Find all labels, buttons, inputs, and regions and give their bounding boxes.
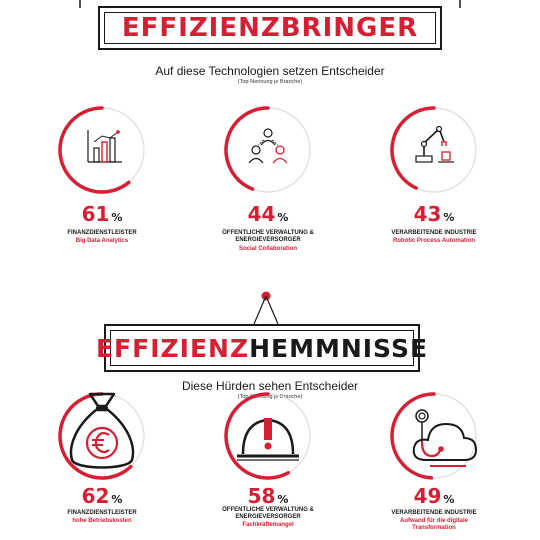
sector-finance: FINANZDIENSTLEISTER — [67, 230, 137, 236]
hard-hat-warning-icon — [233, 410, 303, 470]
section2-subtitle: Diese Hürden sehen Entscheider — [181, 379, 359, 393]
title-part-red: EFFIZIENZ — [95, 333, 250, 363]
value-industry — [394, 202, 474, 226]
value-finance — [62, 202, 142, 226]
value-number: 61 — [81, 202, 110, 226]
topic-finance-2: hohe Betriebskosten — [72, 518, 132, 524]
effizienzbringer-title: EFFIZIENZBRINGER — [121, 13, 419, 43]
people-network-icon — [246, 126, 290, 166]
value-unit: % — [443, 493, 455, 506]
title-part-black: HEMMNISSE — [249, 333, 429, 363]
value-unit: % — [111, 211, 123, 224]
value-public — [228, 202, 308, 226]
topic-public-2: Fachkräftemangel — [242, 522, 294, 528]
value-unit: % — [443, 211, 455, 224]
value-number: 43 — [413, 202, 442, 226]
sector-public-2: ÖFFENTLICHE VERWALTUNG & ENERGIEVERSORGER — [222, 507, 314, 520]
effizienzbringer-banner — [98, 6, 442, 50]
sector-finance-2: FINANZDIENSTLEISTER — [67, 510, 137, 516]
section1-subtitle: Auf diese Technologien setzen Entscheider — [155, 64, 385, 78]
topic-public: Social Collaboration — [238, 246, 297, 252]
value-number: 62 — [81, 484, 110, 508]
value-finance-2 — [62, 484, 142, 508]
effizienzhemmnisse-title — [96, 334, 428, 363]
effizienzhemmnisse-banner — [95, 324, 429, 372]
topic-industry-2: Aufwand für die digitale Transformation — [400, 518, 469, 531]
section1-note: (Top-Nennung je Branche) — [237, 79, 303, 85]
section2-note: (Top-Nennung je Branche) — [237, 394, 303, 400]
sector-public: ÖFFENTLICHE VERWALTUNG & ENERGIEVERSORGER — [222, 230, 314, 243]
value-unit: % — [111, 493, 123, 506]
value-public-2 — [228, 484, 308, 508]
topic-industry: Robotic Process Automation — [392, 238, 476, 244]
money-bag-euro-icon — [62, 386, 142, 476]
robot-arm-icon — [412, 124, 456, 164]
topic-finance: Big Data Analytics — [75, 238, 129, 244]
value-number: 49 — [413, 484, 442, 508]
sector-industry-2: VERARBEITENDE INDUSTRIE — [391, 510, 477, 516]
sector-industry: VERARBEITENDE INDUSTRIE — [391, 230, 477, 236]
cloud-connect-icon — [400, 402, 480, 472]
value-number: 44 — [247, 202, 276, 226]
value-industry-2 — [394, 484, 474, 508]
value-number: 58 — [247, 484, 276, 508]
bar-chart-icon — [84, 128, 124, 164]
value-unit: % — [277, 493, 289, 506]
value-unit: % — [277, 211, 289, 224]
